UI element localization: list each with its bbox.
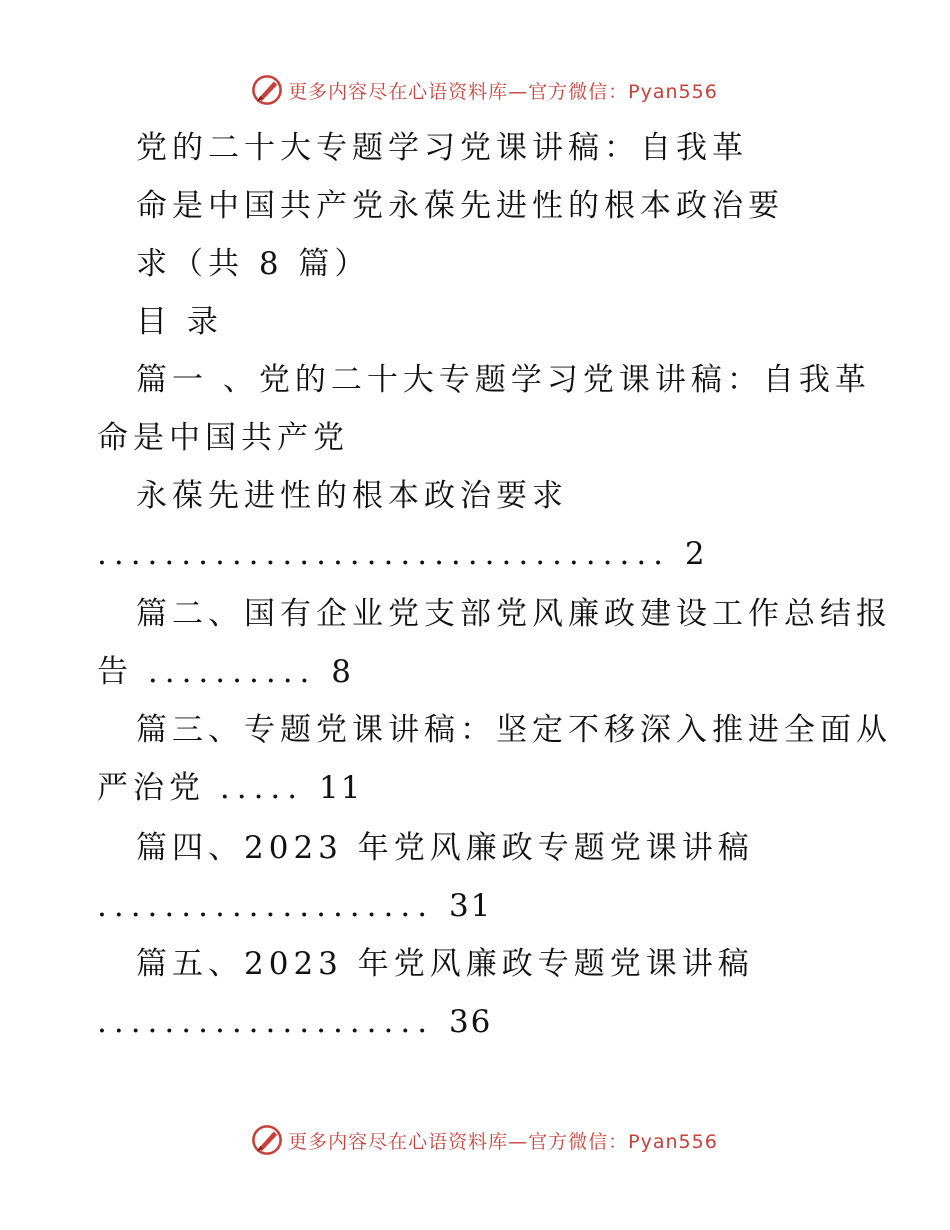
page-number: 11 — [319, 770, 363, 806]
footer-watermark — [0, 1122, 950, 1158]
watermark-text: 更多内容尽在心语资料库—官方微信：Pyan556 — [288, 1130, 718, 1153]
toc-entry-1-leader — [97, 534, 707, 574]
toc-entry-2-line-2 — [97, 652, 353, 692]
page-number: 31 — [448, 888, 493, 924]
pen-circle-logo-icon — [250, 1123, 284, 1157]
toc-entry-5-line-1: 篇五、2023 年党风廉政专题党课讲稿 — [136, 946, 754, 982]
title-line-1: 党的二十大专题学习党课讲稿：自我革 — [136, 130, 748, 166]
toc-entry-3-line-1: 篇三、专题党课讲稿：坚定不移深入推进全面从 — [136, 712, 892, 748]
leader-dots: .......... — [147, 654, 317, 690]
toc-entry-2-line-1: 篇二、国有企业党支部党风廉政建设工作总结报 — [136, 596, 892, 632]
toc-entry-1-line-3: 永葆先进性的根本政治要求 — [136, 478, 568, 514]
toc-entry-1-line-1: 篇一 、党的二十大专题学习党课讲稿：自我革 — [136, 362, 871, 398]
title-line-2: 命是中国共产党永葆先进性的根本政治要 — [136, 188, 784, 224]
title-line-3: 求（共 8 篇） — [136, 246, 371, 282]
watermark-text: 更多内容尽在心语资料库—官方微信：Pyan556 — [288, 80, 718, 103]
toc-entry-4-line-1: 篇四、2023 年党风廉政专题党课讲稿 — [136, 830, 754, 866]
toc-entry-4-leader — [97, 886, 492, 926]
leader-dots: ..... — [219, 770, 305, 806]
page-number: 2 — [684, 536, 707, 572]
leader-dots: .................................. — [97, 536, 671, 572]
page-number: 8 — [331, 654, 353, 690]
pen-circle-logo-icon — [250, 73, 284, 107]
toc-entry-2-tail: 告 — [97, 654, 133, 690]
page-number: 36 — [448, 1004, 493, 1040]
toc-entry-3-line-2 — [97, 768, 362, 808]
toc-heading: 目 录 — [136, 304, 223, 340]
toc-entry-5-leader — [97, 1002, 492, 1042]
leader-dots: .................... — [97, 888, 435, 924]
toc-entry-1-line-2: 命是中国共产党 — [97, 420, 349, 456]
header-watermark — [0, 72, 950, 108]
leader-dots: .................... — [97, 1004, 435, 1040]
toc-entry-3-tail: 严治党 — [97, 770, 205, 806]
